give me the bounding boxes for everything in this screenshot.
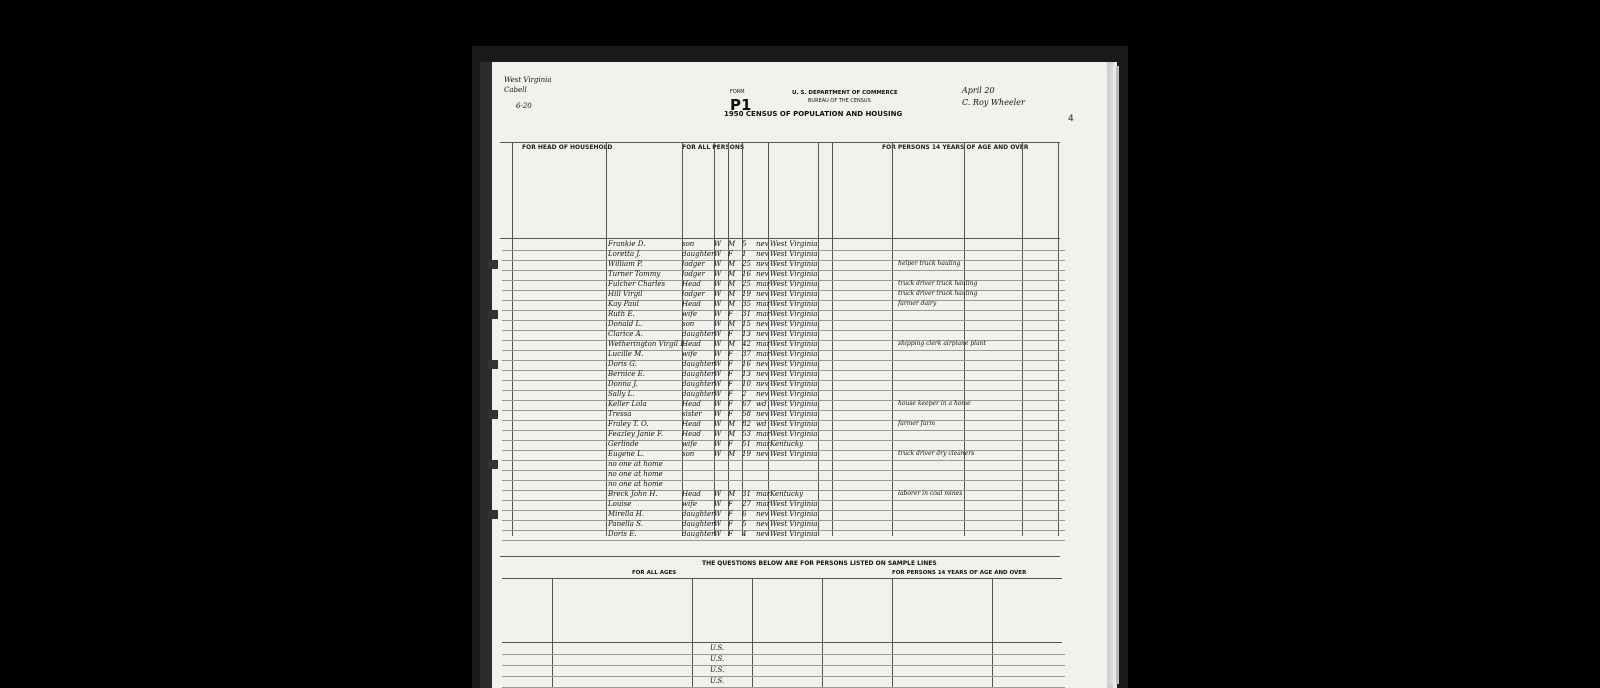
cell-marital: mar bbox=[756, 280, 771, 288]
cell-birth: West Virginia bbox=[770, 330, 818, 338]
cell-marital: mar bbox=[756, 350, 771, 358]
cell-age: 82 bbox=[742, 420, 751, 428]
cell-name: Lucille M. bbox=[608, 350, 644, 358]
cell-age: 31 bbox=[742, 310, 751, 318]
sample-14-plus: FOR PERSONS 14 YEARS OF AGE AND OVER bbox=[892, 570, 1027, 576]
cell-sex: M bbox=[728, 270, 736, 278]
sample-birthplace: U.S. bbox=[710, 666, 725, 674]
cell-rel: Head bbox=[682, 430, 701, 438]
cell-marital: nev bbox=[756, 520, 769, 528]
cell-rel: lodger bbox=[682, 260, 705, 268]
cell-race: W bbox=[714, 510, 722, 518]
cell-sex: M bbox=[728, 490, 736, 498]
cell-race: W bbox=[714, 290, 722, 298]
cell-name: Doris E. bbox=[608, 530, 637, 538]
sample-header-bottom bbox=[502, 642, 1062, 643]
cell-race: W bbox=[714, 390, 722, 398]
cell-birth: West Virginia bbox=[770, 410, 818, 418]
county-field: Cabell bbox=[504, 86, 527, 94]
cell-sex: M bbox=[728, 300, 736, 308]
cell-race: W bbox=[714, 400, 722, 408]
cell-race: W bbox=[714, 240, 722, 248]
cell-rel: Head bbox=[682, 420, 701, 428]
cell-age: 13 bbox=[742, 330, 751, 338]
department-name: U. S. DEPARTMENT OF COMMERCE bbox=[792, 90, 898, 96]
cell-marital: mar bbox=[756, 300, 771, 308]
sample-birthplace: U.S. bbox=[710, 677, 725, 685]
cell-occ: farmer farm bbox=[898, 420, 936, 427]
cell-name: Tressa bbox=[608, 410, 632, 418]
bureau-name: BUREAU OF THE CENSUS bbox=[808, 98, 871, 104]
cell-sex: M bbox=[728, 260, 736, 268]
cell-rel: daughter bbox=[682, 360, 715, 368]
cell-birth: West Virginia bbox=[770, 380, 818, 388]
cell-rel: lodger bbox=[682, 290, 705, 298]
ed-number: 6-20 bbox=[516, 102, 532, 110]
cell-sex: F bbox=[728, 310, 733, 318]
cell-birth: West Virginia bbox=[770, 270, 818, 278]
sample-all-ages: FOR ALL AGES bbox=[632, 570, 677, 576]
cell-age: 10 bbox=[742, 380, 751, 388]
cell-marital: nev bbox=[756, 360, 769, 368]
cell-birth: West Virginia bbox=[770, 240, 818, 248]
sample-row bbox=[502, 666, 1065, 677]
cell-sex: F bbox=[728, 330, 733, 338]
cell-sex: F bbox=[728, 370, 733, 378]
cell-rel: Head bbox=[682, 490, 701, 498]
cell-name: Feazley Janie F. bbox=[608, 430, 664, 438]
cell-occ: truck driver truck hauling bbox=[898, 290, 978, 297]
cell-name: Bernice E. bbox=[608, 370, 646, 378]
cell-birth: West Virginia bbox=[770, 500, 818, 508]
cell-occ: helper truck hauling bbox=[898, 260, 961, 267]
cell-race: W bbox=[714, 430, 722, 438]
cell-sex: M bbox=[728, 290, 736, 298]
all-persons-header: FOR ALL PERSONS bbox=[682, 144, 745, 151]
cell-rel: wife bbox=[682, 440, 697, 448]
cell-rel: daughter bbox=[682, 390, 715, 398]
sample-birthplace: U.S. bbox=[710, 655, 725, 663]
cell-birth: West Virginia bbox=[770, 520, 818, 528]
cell-rel: Head bbox=[682, 280, 701, 288]
enumerator-field: C. Roy Wheeler bbox=[962, 98, 1025, 107]
cell-name: Frankie D. bbox=[608, 240, 646, 248]
cell-name: Keller Lola bbox=[608, 400, 647, 408]
cell-rel: daughter bbox=[682, 510, 715, 518]
cell-age: 1 bbox=[742, 250, 747, 258]
cell-birth: Kentucky bbox=[770, 440, 804, 448]
cell-marital: mar bbox=[756, 490, 771, 498]
sample-line-marker bbox=[488, 260, 498, 269]
cell-race: W bbox=[714, 260, 722, 268]
cell-occ: house keeper in a home bbox=[898, 400, 971, 407]
census-row bbox=[502, 530, 1065, 541]
cell-rel: daughter bbox=[682, 520, 715, 528]
cell-sex: M bbox=[728, 340, 736, 348]
cell-birth: West Virginia bbox=[770, 320, 818, 328]
cell-birth: West Virginia bbox=[770, 450, 818, 458]
cell-sex: F bbox=[728, 520, 733, 528]
cell-marital: mar bbox=[756, 500, 771, 508]
cell-name: Mirella H. bbox=[608, 510, 645, 518]
cell-marital: mar bbox=[756, 340, 771, 348]
sample-line-marker bbox=[488, 510, 498, 519]
cell-sex: F bbox=[728, 350, 733, 358]
cell-name: no one at home bbox=[608, 460, 663, 468]
cell-race: W bbox=[714, 370, 722, 378]
page-edge bbox=[1116, 66, 1119, 684]
cell-sex: M bbox=[728, 420, 736, 428]
cell-name: Donna J. bbox=[608, 380, 638, 388]
cell-race: W bbox=[714, 320, 722, 328]
cell-race: W bbox=[714, 310, 722, 318]
cell-race: W bbox=[714, 440, 722, 448]
sample-line-marker bbox=[488, 310, 498, 319]
page-edge bbox=[1110, 66, 1113, 684]
sample-row bbox=[502, 655, 1065, 666]
form-title: 1950 CENSUS OF POPULATION AND HOUSING bbox=[724, 110, 903, 118]
cell-age: 51 bbox=[742, 440, 751, 448]
cell-age: 15 bbox=[742, 320, 751, 328]
cell-race: W bbox=[714, 450, 722, 458]
cell-race: W bbox=[714, 380, 722, 388]
cell-marital: nev bbox=[756, 410, 769, 418]
cell-race: W bbox=[714, 360, 722, 368]
cell-rel: Head bbox=[682, 300, 701, 308]
cell-age: 19 bbox=[742, 450, 751, 458]
cell-race: W bbox=[714, 280, 722, 288]
cell-age: 5 bbox=[742, 520, 747, 528]
cell-age: 67 bbox=[742, 400, 751, 408]
cell-birth: West Virginia bbox=[770, 350, 818, 358]
cell-sex: M bbox=[728, 280, 736, 288]
cell-race: W bbox=[714, 490, 722, 498]
cell-age: 27 bbox=[742, 500, 751, 508]
cell-age: 35 bbox=[742, 300, 751, 308]
cell-birth: West Virginia bbox=[770, 430, 818, 438]
cell-marital: nev bbox=[756, 370, 769, 378]
state-field: West Virginia bbox=[504, 76, 552, 84]
cell-sex: F bbox=[728, 440, 733, 448]
binding-edge bbox=[480, 62, 492, 688]
cell-sex: F bbox=[728, 510, 733, 518]
cell-sex: F bbox=[728, 500, 733, 508]
cell-name: Fulcher Charles bbox=[608, 280, 666, 288]
cell-marital: mar bbox=[756, 310, 771, 318]
cell-occ: truck driver truck hauling bbox=[898, 280, 978, 287]
cell-birth: West Virginia bbox=[770, 370, 818, 378]
sample-birthplace: U.S. bbox=[710, 644, 725, 652]
header-divider bbox=[500, 142, 1060, 143]
cell-rel: daughter bbox=[682, 380, 715, 388]
cell-sex: F bbox=[728, 360, 733, 368]
column-header-bottom bbox=[500, 238, 1060, 239]
cell-name: no one at home bbox=[608, 480, 663, 488]
cell-age: 42 bbox=[742, 340, 751, 348]
cell-name: Ruth E. bbox=[608, 310, 635, 318]
cell-age: 2 bbox=[742, 390, 747, 398]
cell-birth: West Virginia bbox=[770, 300, 818, 308]
cell-race: W bbox=[714, 350, 722, 358]
cell-birth: West Virginia bbox=[770, 360, 818, 368]
cell-marital: nev bbox=[756, 320, 769, 328]
cell-rel: wife bbox=[682, 310, 697, 318]
cell-name: Loretta J. bbox=[608, 250, 641, 258]
sample-line-marker bbox=[488, 360, 498, 369]
cell-birth: West Virginia bbox=[770, 390, 818, 398]
cell-name: Sally L. bbox=[608, 390, 635, 398]
cell-age: 6 bbox=[742, 510, 747, 518]
cell-name: Wetherington Virgil L. bbox=[608, 340, 688, 348]
cell-age: 31 bbox=[742, 490, 751, 498]
cell-age: 19 bbox=[742, 290, 751, 298]
cell-marital: wd bbox=[756, 400, 767, 408]
cell-marital: mar bbox=[756, 440, 771, 448]
cell-rel: daughter bbox=[682, 530, 715, 538]
cell-occ: truck driver dry cleaners bbox=[898, 450, 975, 457]
cell-birth: West Virginia bbox=[770, 280, 818, 288]
cell-marital: nev bbox=[756, 260, 769, 268]
cell-marital: nev bbox=[756, 510, 769, 518]
cell-race: W bbox=[714, 410, 722, 418]
cell-birth: West Virginia bbox=[770, 250, 818, 258]
cell-sex: F bbox=[728, 390, 733, 398]
cell-birth: West Virginia bbox=[770, 260, 818, 268]
cell-sex: F bbox=[728, 410, 733, 418]
cell-race: W bbox=[714, 270, 722, 278]
cell-marital: nev bbox=[756, 450, 769, 458]
cell-marital: nev bbox=[756, 290, 769, 298]
cell-name: no one at home bbox=[608, 470, 663, 478]
cell-rel: Head bbox=[682, 400, 701, 408]
sheet-number: 4 bbox=[1068, 114, 1074, 124]
form-number: P1 bbox=[730, 96, 752, 114]
sample-line-marker bbox=[488, 410, 498, 419]
cell-marital: mar bbox=[756, 430, 771, 438]
cell-marital: nev bbox=[756, 530, 769, 538]
cell-marital: nev bbox=[756, 330, 769, 338]
cell-name: Kay Paul bbox=[608, 300, 639, 308]
cell-name: Fraley T. O. bbox=[608, 420, 649, 428]
cell-age: 13 bbox=[742, 370, 751, 378]
cell-name: Louise bbox=[608, 500, 632, 508]
cell-race: W bbox=[714, 420, 722, 428]
cell-occ: shipping clerk airplane plant bbox=[898, 340, 986, 347]
cell-race: W bbox=[714, 250, 722, 258]
cell-marital: wd bbox=[756, 420, 767, 428]
cell-occ: farmer dairy bbox=[898, 300, 937, 307]
cell-name: Clarice A. bbox=[608, 330, 643, 338]
cell-birth: West Virginia bbox=[770, 400, 818, 408]
cell-birth: West Virginia bbox=[770, 290, 818, 298]
cell-rel: daughter bbox=[682, 370, 715, 378]
cell-age: 5 bbox=[742, 240, 747, 248]
cell-marital: nev bbox=[756, 270, 769, 278]
cell-rel: Head bbox=[682, 340, 701, 348]
cell-sex: M bbox=[728, 320, 736, 328]
sample-row bbox=[502, 644, 1065, 655]
cell-marital: nev bbox=[756, 390, 769, 398]
cell-race: W bbox=[714, 500, 722, 508]
cell-rel: daughter bbox=[682, 250, 715, 258]
cell-marital: nev bbox=[756, 240, 769, 248]
cell-birth: West Virginia bbox=[770, 340, 818, 348]
cell-race: W bbox=[714, 520, 722, 528]
cell-race: W bbox=[714, 340, 722, 348]
sample-line-marker bbox=[488, 460, 498, 469]
cell-marital: nev bbox=[756, 250, 769, 258]
sample-header-top bbox=[502, 578, 1062, 579]
cell-age: 16 bbox=[742, 360, 751, 368]
cell-name: Hill Virgil bbox=[608, 290, 643, 298]
cell-rel: wife bbox=[682, 350, 697, 358]
cell-name: Gerlinde bbox=[608, 440, 639, 448]
cell-age: 25 bbox=[742, 280, 751, 288]
cell-birth: West Virginia bbox=[770, 510, 818, 518]
cell-rel: son bbox=[682, 450, 695, 458]
cell-rel: wife bbox=[682, 500, 697, 508]
cell-name: Breck John H. bbox=[608, 490, 658, 498]
sample-divider bbox=[500, 556, 1060, 557]
cell-rel: sister bbox=[682, 410, 702, 418]
cell-birth: West Virginia bbox=[770, 530, 818, 538]
cell-rel: daughter bbox=[682, 330, 715, 338]
cell-sex: F bbox=[728, 530, 733, 538]
date-field: April 20 bbox=[962, 86, 995, 95]
age14-header: FOR PERSONS 14 YEARS OF AGE AND OVER bbox=[882, 144, 1029, 151]
cell-name: Doris G. bbox=[608, 360, 637, 368]
cell-sex: M bbox=[728, 450, 736, 458]
cell-race: W bbox=[714, 300, 722, 308]
cell-name: William P. bbox=[608, 260, 643, 268]
sample-title: THE QUESTIONS BELOW ARE FOR PERSONS LISTED ON SAMPLE LINES bbox=[702, 560, 937, 567]
cell-sex: F bbox=[728, 250, 733, 258]
form-label: FORM bbox=[730, 89, 745, 95]
cell-age: 4 bbox=[742, 530, 747, 538]
cell-sex: M bbox=[728, 430, 736, 438]
cell-birth: West Virginia bbox=[770, 310, 818, 318]
cell-sex: F bbox=[728, 400, 733, 408]
cell-age: 58 bbox=[742, 410, 751, 418]
census-sheet bbox=[492, 62, 1107, 688]
cell-rel: lodger bbox=[682, 270, 705, 278]
cell-race: W bbox=[714, 530, 722, 538]
cell-age: 53 bbox=[742, 430, 751, 438]
cell-race: W bbox=[714, 330, 722, 338]
cell-sex: M bbox=[728, 240, 736, 248]
cell-name: Turner Tommy bbox=[608, 270, 661, 278]
cell-occ: laborer in coal mines bbox=[898, 490, 963, 497]
cell-sex: F bbox=[728, 380, 733, 388]
cell-age: 16 bbox=[742, 270, 751, 278]
cell-name: Eugene L. bbox=[608, 450, 644, 458]
cell-age: 37 bbox=[742, 350, 751, 358]
cell-birth: West Virginia bbox=[770, 420, 818, 428]
cell-marital: nev bbox=[756, 380, 769, 388]
sample-row bbox=[502, 677, 1065, 688]
cell-name: Donald L. bbox=[608, 320, 643, 328]
cell-rel: son bbox=[682, 320, 695, 328]
household-header: FOR HEAD OF HOUSEHOLD bbox=[522, 144, 613, 151]
cell-rel: son bbox=[682, 240, 695, 248]
cell-name: Panella S. bbox=[608, 520, 643, 528]
cell-birth: Kentucky bbox=[770, 490, 804, 498]
cell-age: 25 bbox=[742, 260, 751, 268]
